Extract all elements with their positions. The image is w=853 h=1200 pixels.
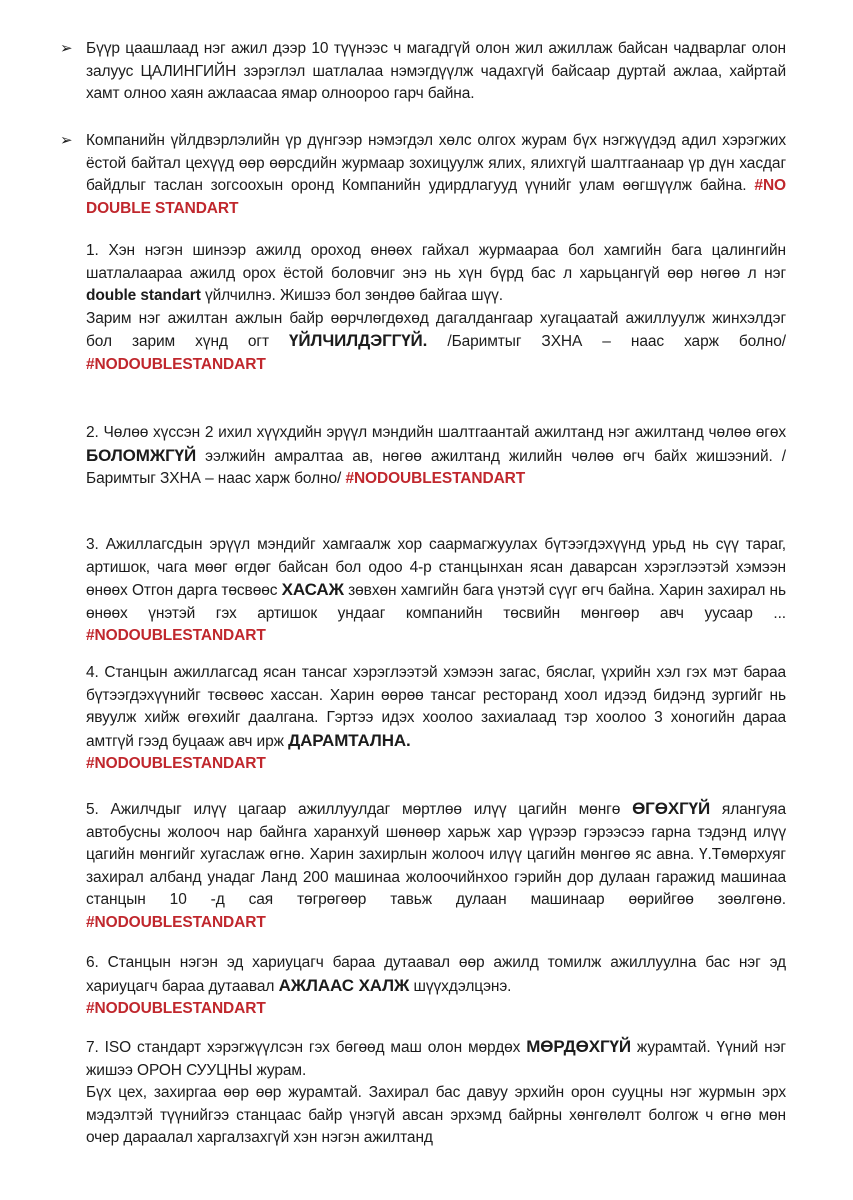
- emphasis-text: ДАРАМТАЛНА.: [288, 730, 411, 750]
- bullet-arrow-icon: ➢: [60, 40, 73, 57]
- paragraph-text: Бүүр цаашлаад нэг ажил дээр 10 түүнээс ч магадгүй олон жил ажиллаж байсан чадварлаг олон залуус ЦАЛИНГИЙН зэрэглэл шатлалаа нэмэгдүүлж чадахгүй байсаар дуртай ажлаа, хайртай хамт олноо хаян ажлаасаа ямар олноороо гарч байна.: [86, 40, 786, 102]
- paragraph-text: Зарим нэг ажилтан ажлын байр өөрчлөгдөхөд дагалдангаар хугацаатай ажиллуулж жинхэлдэг бол зарим хүнд огт: [86, 309, 786, 350]
- paragraph-text: 3. Ажиллагсдын эрүүл мэндийг хамгаалж хор саармагжуулах бүтээгдэхүүнд урьд нь сүү тараг, артишок, чага мөөг өгдөг байсан бол одоо 4-р станцынхан ясан даварсан хэрэглээтэй хэмээн өнөөх Отгон дарга төсвөөс: [86, 536, 786, 599]
- emphasis-text: ҮЙЛЧИЛДЭГГҮЙ.: [289, 331, 428, 350]
- paragraph-text: зөвхөн хамгийн бага үнэтэй сүүг өгч байна. Харин захирал нь өнөөх үнэтэй гэх артишок ундааг компанийн төсвийн мөнгөөр авч уусаар ...: [86, 582, 786, 622]
- hashtag-label: #NODOUBLESTANDART: [86, 355, 266, 373]
- paragraph-item-3: [86, 534, 786, 648]
- paragraph-text: журамтай. Үүний нэг жишээ ОРОН СУУЦНЫ журам.: [86, 1039, 786, 1079]
- hashtag-label: #NODOUBLESTANDART: [86, 1000, 266, 1017]
- paragraph-text: 2. Чөлөө хүссэн 2 ихил хүүхдийн эрүүл мэндийн шалтгаантай ажилтанд нэг ажилтанд чөлөө өгөх: [86, 424, 786, 441]
- paragraph-intro-2: [86, 130, 786, 220]
- emphasis-text: АЖЛААС ХАЛЖ: [278, 975, 410, 995]
- paragraph-text: 6. Станцын нэгэн эд хариуцагч бараа дутаавал өөр ажилд томилж ажиллуулна бас нэг эд хариуцагч бараа дутаавал: [86, 954, 786, 995]
- paragraph-text: 4. Станцын ажиллагсад ясан тансаг хэрэглээтэй хэмээн загас, бяслаг, үхрийн хэл гэх мэт бараа бүтээгдэхүүнийг төсвөөс хассан. Харин өөрөө тансаг ресторанд хоол идээд бидэнд зургийг нь явуулж хийж өгөхийг даалгана. Гэртээ идэх хоолоо захиалаад тэр хоолоо 3 хоногийн дараа амтгүй гээд буцааж авч ирж: [86, 664, 786, 750]
- hashtag-label: #NODOUBLESTANDART: [86, 913, 266, 931]
- paragraph-text: 1. Хэн нэгэн шинээр ажилд ороход өнөөх гайхал журмаараа бол хамгийн бага цалингийн шатлалаараа ажилд орох ёстой боловчиг энэ нь хүн бүрд бас л харьцангүй өөр нөгөө л нэг: [86, 242, 786, 282]
- emphasis-text: БОЛОМЖГҮЙ: [86, 445, 197, 465]
- hashtag-label: #NODOUBLESTANDART: [86, 627, 266, 644]
- paragraph-item-6: [86, 952, 786, 1021]
- emphasis-text: МӨРДӨХГҮЙ: [526, 1037, 631, 1056]
- paragraph-text: /Баримтыг ЗХНА – наас харж болно/: [427, 333, 786, 350]
- hashtag-label: #NODOUBLESTANDART: [345, 470, 526, 487]
- hashtag-label: #NODOUBLESTANDART: [86, 755, 266, 772]
- paragraph-intro-1: [86, 38, 786, 106]
- paragraph-item-2: [86, 422, 786, 491]
- paragraph-text: 7. ISO стандарт хэрэгжүүлсэн гэх бөгөөд маш олон мөрдөх: [86, 1039, 527, 1056]
- bullet-arrow-icon: ➢: [60, 132, 73, 149]
- paragraph-text: ээлжийн амралтаа ав, нөгөө ажилтанд жилийн чөлөө өгч байх жишээний. /Баримтыг ЗХНА – наас харж болно/: [86, 447, 786, 487]
- paragraph-text: ялангуяа автобусны жолооч нар байнга харанхуй шөнөөр харьж хар үүрээр гэрээсээ гарна тэдэнд илүү цагийн мөнгийг хугаслаж өгнө. Харин захирлын жолооч илүү цагийн мөнгөө яс авна. Ү.Төмөрхуяг захирал албанд унадаг Ланд 200 машинаа жолоочийнхоо гэрийн дор дулаан гаражид машинаа станцын 10 -д сая төгрөгөөр тавьж дулаан машинаар өөрийгөө зөөлгөнө.: [86, 801, 786, 908]
- paragraph-item-4: [86, 662, 786, 776]
- paragraph-text: 5. Ажилчдыг илүү цагаар ажиллуулдаг мөртлөө илүү цагийн мөнгө: [86, 801, 633, 818]
- emphasis-text: ХАСАЖ: [281, 580, 344, 599]
- paragraph-text: Бүх цех, захиргаа өөр өөр журамтай. Захирал бас давуу эрхийн орон сууцны нэг журмын эрх мэдэлтэй түүнийгээ станцаас байр үнэгүй авсан эрхэмд байрны хөнгөлөлт болгож ч өгнө мөн очер дараалал харгалзахгүй хэн нэгэн ажилтанд: [86, 1084, 786, 1146]
- paragraph-text: үйлчилнэ. Жишээ бол зөндөө байгаа шүү.: [200, 287, 503, 304]
- paragraph-item-7: [86, 1036, 786, 1150]
- emphasis-text: ӨГӨХГҮЙ: [632, 799, 711, 818]
- paragraph-text: Компанийн үйлдвэрлэлийн үр дүнгээр нэмэгдэл хөлс олгох журам бүх нэгжүүдэд адил хэрэгжих ёстой байтал цехүүд өөр өөрсдийн журмаар зохицуулж ялих, ялихгүй шалтгаанаар үр дүн хасдаг байдлыг таслан зогсоохын оронд Компанийн удирдлагууд үүнийг улам өөгшүүлж байна.: [86, 132, 786, 194]
- bold-text: double standart: [86, 287, 201, 304]
- paragraph-item-1: [86, 240, 786, 376]
- paragraph-text: шүүхдэлцэнэ.: [409, 977, 512, 995]
- hashtag-label: #NO DOUBLE STANDART: [86, 177, 786, 217]
- paragraph-item-5: [86, 798, 786, 934]
